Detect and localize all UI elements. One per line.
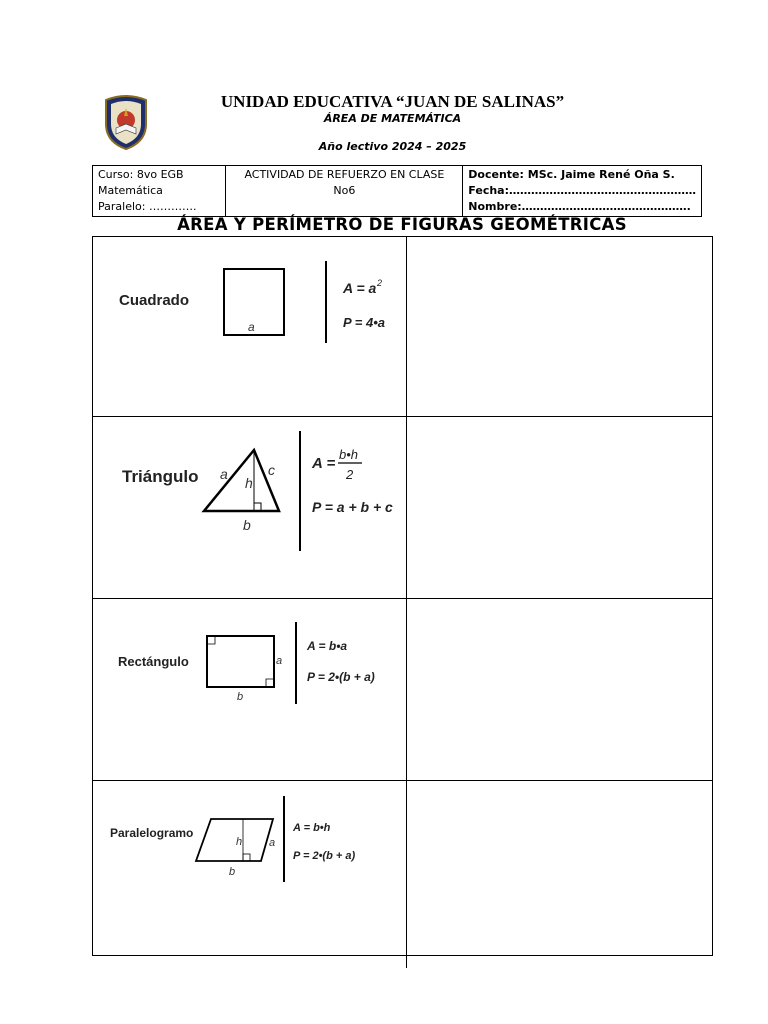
parallelogram-side-a-label: a [269,837,276,849]
activity-cell [226,166,463,217]
activity-label: ACTIVIDAD DE REFUERZO EN CLASE [244,168,445,181]
row-divider-3 [92,780,713,781]
right-angle-bottom [266,679,274,687]
area-subtitle: ÁREA DE MATEMÁTICA [323,112,462,125]
triangle-height-label: h [245,475,253,491]
square-perimeter-formula: P = 4•a [343,315,386,330]
parallelogram-area-formula: A = b•h [293,822,331,834]
parallelogram-perimeter-formula: P = 2•(b + a) [293,850,356,862]
rectangle-base-label: b [237,691,244,703]
triangle-side-a-label: a [220,466,228,482]
paralelo-label: Paralelo: …………. [98,200,197,213]
square-figure [110,255,400,355]
institution-name: UNIDAD EDUCATIVA “JUAN DE SALINAS” [220,92,565,111]
column-divider [406,236,407,968]
rectangle-shape [207,636,274,687]
answer-cell-cuadrado[interactable] [408,238,712,415]
rectangle-side-a-label: a [276,655,283,667]
answer-cell-rectangulo[interactable] [408,600,712,779]
answer-cell-paralelogramo[interactable] [408,782,712,954]
square-side-label: a [248,320,255,334]
school-crest-logo [102,94,150,150]
subject-label: Matemática [98,184,163,197]
row-divider-1 [92,416,713,417]
square-area-formula: A = a [343,280,377,296]
activity-number: No6 [333,184,356,197]
row-divider-2 [92,598,713,599]
parallelogram-right-angle [243,854,250,861]
triangle-side-c-label: c [268,462,275,478]
parallelogram-height-label: h [236,836,243,848]
course-label: Curso: 8vo EGB [98,168,184,181]
triangle-area-lhs: A = [312,455,336,472]
triangle-figure [112,428,402,553]
rectangle-name: Rectángulo [118,654,189,669]
square-name: Cuadrado [119,292,190,309]
teacher-label: Docente: MSc. Jaime René Oña S. [468,168,675,181]
answer-cell-triangulo[interactable] [408,418,712,597]
school-year: Año lectivo 2024 – 2025 [318,140,467,153]
parallelogram-name: Paralelogramo [110,826,194,840]
parallelogram-shape [196,819,276,861]
triangle-base-label: b [243,517,251,533]
course-cell [93,166,226,217]
triangle-area-numerator: b•h [339,447,359,462]
right-angle-top [207,636,215,644]
parallelogram-figure [108,796,398,886]
info-table [92,165,702,217]
rectangle-area-formula: A = b•a [307,639,348,653]
name-field[interactable]: Nombre:………………………………………. [468,200,691,213]
triangle-name: Triángulo [122,467,199,486]
square-area-exponent: 2 [377,278,383,288]
teacher-cell [463,166,702,217]
parallelogram-base-label: b [229,866,236,878]
triangle-area-denominator: 2 [346,467,354,482]
rectangle-figure [110,618,400,708]
worksheet-title: ÁREA Y PERÍMETRO DE FIGURAS GEOMÉTRICAS [177,215,627,234]
triangle-shape [204,450,279,511]
date-field[interactable]: Fecha:…………………………………………… [468,184,696,197]
triangle-perimeter-formula: P = a + b + c [312,499,393,515]
rectangle-perimeter-formula: P = 2•(b + a) [307,670,375,684]
